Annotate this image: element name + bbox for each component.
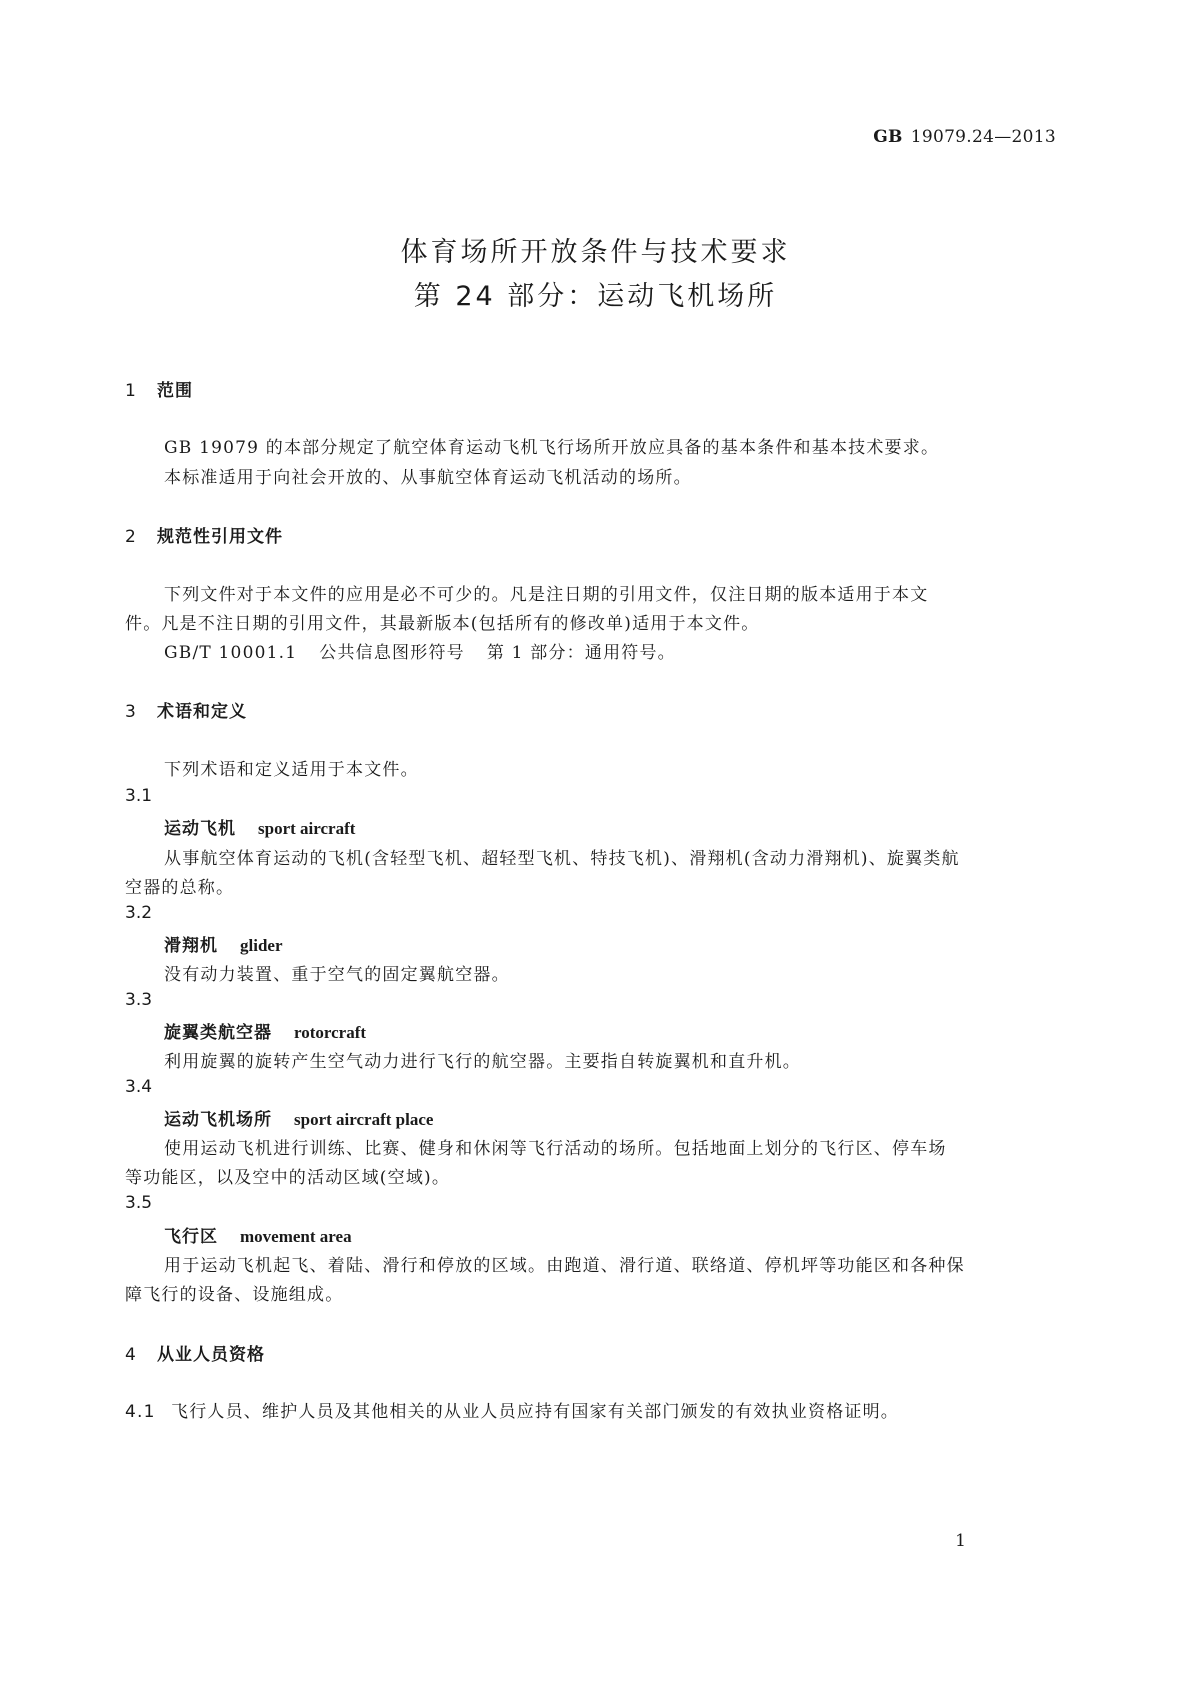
section-title: 范围 [157, 381, 193, 401]
term-chinese: 运动飞机场所 [164, 1110, 272, 1130]
term-number: 3.1 [125, 786, 153, 806]
term-english: sport aircraft [258, 819, 356, 838]
term-definition-continuation: 空器的总称。 [125, 878, 235, 898]
term-definition-continuation: 障飞行的设备、设施组成。 [125, 1285, 344, 1305]
clause-number: 4.1 [125, 1402, 156, 1422]
term-definition: 使用运动飞机进行训练、比赛、健身和休闲等飞行活动的场所。包括地面上划分的飞行区、停车场 [164, 1139, 947, 1159]
term-number: 3.5 [125, 1193, 153, 1213]
term-definition: 用于运动飞机起飞、着陆、滑行和停放的区域。由跑道、滑行道、联络道、停机坪等功能区和各种保 [164, 1256, 965, 1276]
section-number: 3 [125, 702, 137, 722]
reference-title: 公共信息图形符号 [319, 643, 465, 663]
standard-code [873, 127, 1056, 147]
paragraph-continuation: 件。凡是不注日期的引用文件，其最新版本(包括所有的修改单)适用于本文件。 [125, 614, 760, 634]
term-number: 3.3 [125, 990, 153, 1010]
term-number: 3.2 [125, 903, 153, 923]
term-entry [164, 1018, 366, 1043]
term-english: glider [240, 936, 283, 955]
term-entry [164, 814, 355, 839]
term-definition: 没有动力装置、重于空气的固定翼航空器。 [164, 965, 510, 985]
section-number: 4 [125, 1345, 137, 1365]
section-4-heading [125, 1340, 265, 1365]
term-entry [164, 1222, 352, 1247]
term-chinese: 运动飞机 [164, 819, 236, 839]
document-title: 体育场所开放条件与技术要求 [400, 237, 791, 268]
term-definition-continuation: 等功能区，以及空中的活动区域(空域)。 [125, 1168, 451, 1188]
page-number: 1 [955, 1531, 966, 1551]
section-3-heading [125, 697, 247, 722]
section-title: 术语和定义 [157, 702, 247, 722]
paragraph: 本标准适用于向社会开放的、从事航空体育运动飞机活动的场所。 [164, 468, 692, 488]
standard-number: 19079.24—2013 [910, 127, 1056, 147]
paragraph: 下列文件对于本文件的应用是必不可少的。凡是注日期的引用文件，仅注日期的版本适用于本文 [164, 585, 929, 605]
normative-reference [164, 638, 676, 663]
reference-part: 第 1 部分：通用符号。 [486, 643, 676, 663]
paragraph: GB 19079 的本部分规定了航空体育运动飞机飞行场所开放应具备的基本条件和基本技术要求。 [164, 438, 940, 458]
section-title: 从业人员资格 [157, 1345, 265, 1365]
term-entry [164, 931, 283, 956]
section-2-heading [125, 522, 283, 547]
term-definition: 利用旋翼的旋转产生空气动力进行飞行的航空器。主要指自转旋翼机和直升机。 [164, 1052, 801, 1072]
section-number: 2 [125, 527, 137, 547]
paragraph: 下列术语和定义适用于本文件。 [164, 760, 419, 780]
document-subtitle: 第 24 部分：运动飞机场所 [413, 281, 778, 312]
section-number: 1 [125, 381, 137, 401]
clause-4-1 [125, 1397, 899, 1422]
term-english: rotorcraft [294, 1023, 367, 1042]
term-number: 3.4 [125, 1077, 153, 1097]
clause-text: 飞行人员、维护人员及其他相关的从业人员应持有国家有关部门颁发的有效执业资格证明。 [171, 1402, 899, 1422]
term-definition: 从事航空体育运动的飞机(含轻型飞机、超轻型飞机、特技飞机)、滑翔机(含动力滑翔机)、旋翼类航 [164, 849, 960, 869]
term-chinese: 滑翔机 [164, 936, 218, 956]
section-1-heading [125, 376, 193, 401]
term-english: sport aircraft place [294, 1110, 434, 1129]
reference-code: GB/T 10001.1 [164, 643, 298, 663]
term-english: movement area [240, 1227, 352, 1246]
standard-prefix: GB [873, 127, 903, 147]
term-chinese: 旋翼类航空器 [164, 1023, 272, 1043]
term-entry [164, 1105, 433, 1130]
section-title: 规范性引用文件 [157, 527, 283, 547]
term-chinese: 飞行区 [164, 1227, 218, 1247]
